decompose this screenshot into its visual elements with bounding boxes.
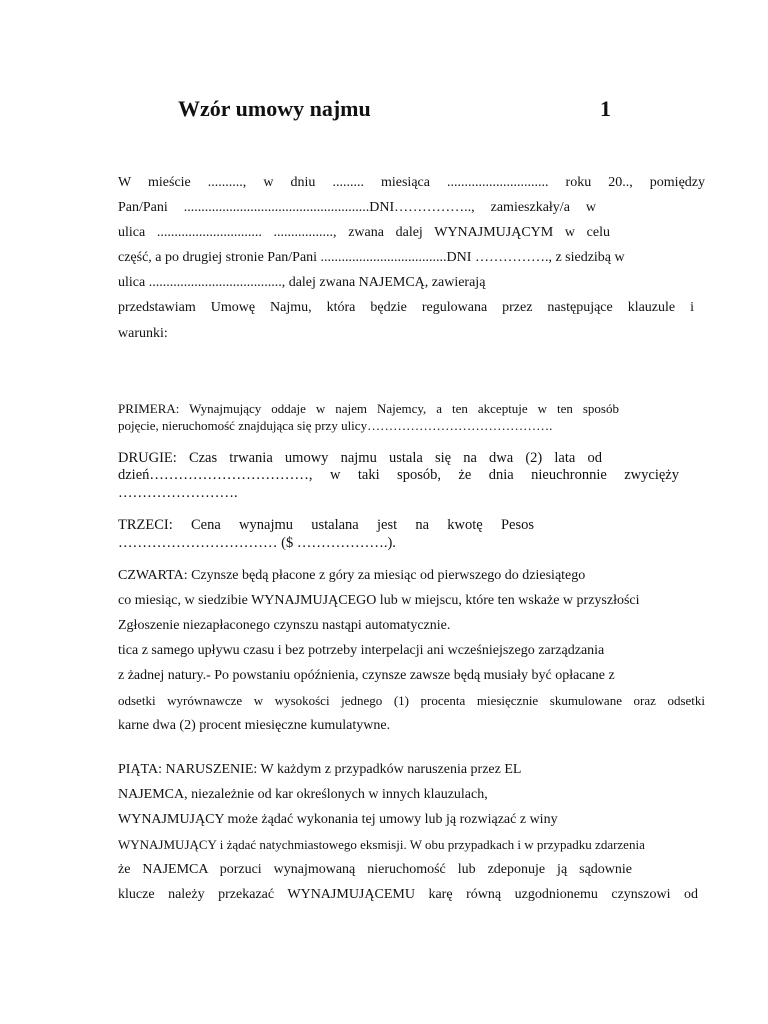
intro-line: część, a po drugiej stronie Pan/Pani ....................................DNI ……………., z siedzibą w [118, 250, 625, 265]
clause-czwarta-line: Zgłoszenie niezapłaconego czynszu nastąpi automatycznie. [118, 618, 451, 633]
intro-line: przedstawiam Umowę Najmu, która będzie regulowana przez następujące klauzule i [118, 300, 694, 315]
clause-drugie-line: DRUGIE: Czas trwania umowy najmu ustala się na dwa (2) lata od [118, 450, 602, 466]
intro-line: W mieście .........., w dniu ......... miesiąca ............................. roku 20.., pomiędzy [118, 175, 705, 190]
clause-piata-line: klucze należy przekazać WYNAJMUJĄCEMU karę równą uzgodnionemu czynszowi od [118, 887, 698, 902]
clause-czwarta-line: odsetki wyrównawcze w wysokości jednego (1) procenta miesięcznie skumulowane oraz odsetki [118, 693, 705, 708]
document-title: Wzór umowy najmu [178, 96, 371, 121]
clause-primera-line: PRIMERA: Wynajmujący oddaje w najem Najemcy, a ten akceptuje w ten sposób [118, 401, 619, 416]
intro-line: warunki: [118, 326, 168, 341]
clause-trzeci-line: TRZECI: Cena wynajmu ustalana jest na kwotę Pesos [118, 517, 534, 533]
clause-czwarta-line: z żadnej natury.- Po powstaniu opóźnienia, czynsze zawsze będą musiały być opłacane z [118, 668, 615, 683]
clause-piata-line: NAJEMCA, niezależnie od kar określonych w innych klauzulach, [118, 787, 488, 802]
clause-czwarta-line: CZWARTA: Czynsze będą płacone z góry za miesiąc od pierwszego do dziesiątego [118, 568, 586, 583]
intro-line: ulica ......................................, dalej zwana NAJEMCĄ, zawierają [118, 275, 486, 290]
clause-trzeci-line: …………………………… ($ ……………….). [118, 535, 396, 551]
clause-piata-line: PIĄTA: NARUSZENIE: W każdym z przypadków naruszenia przez EL [118, 762, 522, 777]
page-number: 1 [600, 96, 611, 121]
clause-drugie-line: dzień……………………………, w taki sposób, że dnia nieuchronnie zwycięży [118, 467, 679, 483]
clause-czwarta-line: karne dwa (2) procent miesięczne kumulatywne. [118, 718, 391, 733]
intro-line: ulica .............................. ................., zwana dalej WYNAJMUJĄCYM w celu [118, 225, 610, 240]
clause-piata-line: WYNAJMUJĄCY może żądać wykonania tej umowy lub ją rozwiązać z winy [118, 812, 558, 827]
intro-line: Pan/Pani .....................................................DNI…………….., zamieszkały/a w [118, 200, 596, 215]
clause-czwarta-line: co miesiąc, w siedzibie WYNAJMUJĄCEGO lub w miejscu, które ten wskaże w przyszłości [118, 593, 640, 608]
clause-primera-line: pojęcie, nieruchomość znajdująca się przy ulicy……………………………………. [118, 418, 553, 433]
clause-czwarta-line: tica z samego upływu czasu i bez potrzeby interpelacji ani wcześniejszego zarządzania [118, 643, 605, 658]
clause-piata-line: że NAJEMCA porzuci wynajmowaną nieruchomość lub zdeponuje ją sądownie [118, 862, 632, 877]
clause-drugie-line: ……………………. [118, 485, 238, 501]
clause-piata-line: WYNAJMUJĄCY i żądać natychmiastowego eksmisji. W obu przypadkach i w przypadku zdarzenia [118, 837, 645, 852]
